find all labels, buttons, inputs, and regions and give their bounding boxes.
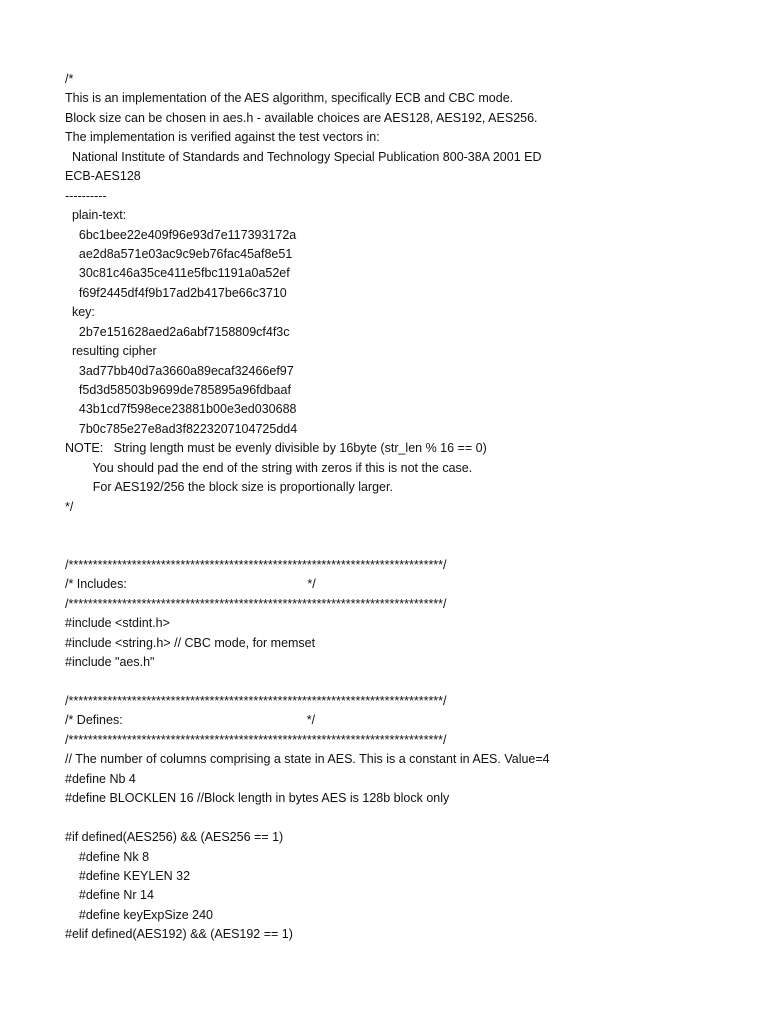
text-line: /* Includes: */ — [65, 577, 316, 592]
text-line: /* — [65, 72, 74, 86]
text-line — [0, 537, 768, 556]
text-line: /*****************************************************************************/ — [65, 694, 447, 708]
text-line: #define Nr 14 — [65, 888, 154, 903]
text-line: 30c81c46a35ce411e5fbc1191a0a52ef — [65, 266, 290, 281]
text-line: */ — [65, 499, 74, 514]
text-line: You should pad the end of the string with zeros if this is not the case. — [65, 460, 473, 475]
text-line: resulting cipher — [65, 344, 157, 359]
text-line: National Institute of Standards and Technology Special Publication 800-38A 2001 ED — [65, 149, 542, 164]
text-line: // The number of columns comprising a state in AES. This is a constant in AES. Value=4 — [65, 752, 550, 767]
text-line — [0, 809, 768, 828]
text-line: #if defined(AES256) && (AES256 == 1) — [65, 830, 284, 845]
text-line: The implementation is verified against the test vectors in: — [65, 130, 380, 145]
text-line: #include "aes.h" — [65, 655, 155, 670]
text-line: 2b7e151628aed2a6abf7158809cf4f3c — [65, 324, 290, 339]
text-line: plain-text: — [65, 208, 127, 223]
text-line: /*****************************************************************************/ — [65, 732, 447, 747]
text-line: ECB-AES128 — [65, 169, 141, 184]
text-line: f69f2445df4f9b17ad2b417be66c3710 — [65, 285, 287, 300]
text-line: #define BLOCKLEN 16 //Block length in bytes AES is 128b block only — [65, 791, 450, 806]
text-line: /*****************************************************************************/ — [65, 557, 447, 572]
text-line: For AES192/256 the block size is proportionally larger. — [65, 480, 393, 495]
text-line: f5d3d58503b9699de785895a96fdbaaf — [65, 383, 291, 397]
text-line: 6bc1bee22e409f96e93d7e117393172a — [65, 227, 297, 242]
text-line — [0, 517, 768, 536]
text-line: #define keyExpSize 240 — [65, 907, 214, 922]
text-line: Block size can be chosen in aes.h - available choices are AES128, AES192, AES256. — [65, 110, 538, 125]
text-line: #define KEYLEN 32 — [65, 868, 191, 883]
text-line: 3ad77bb40d7a3660a89ecaf32466ef97 — [65, 363, 294, 378]
document-body — [0, 70, 768, 945]
text-line: NOTE: String length must be evenly divisible by 16byte (str_len % 16 == 0) — [65, 441, 487, 456]
text-line: ---------- — [65, 188, 107, 203]
text-line: #elif defined(AES192) && (AES192 == 1) — [65, 927, 293, 942]
text-line: #include <stdint.h> — [65, 616, 170, 631]
text-line: #include <string.h> // CBC mode, for memset — [65, 635, 316, 650]
text-line: 43b1cd7f598ece23881b00e3ed030688 — [65, 402, 297, 417]
text-line: 7b0c785e27e8ad3f8223207104725dd4 — [65, 421, 298, 436]
text-line: /* Defines: */ — [65, 713, 316, 728]
text-line — [0, 673, 768, 692]
text-line: This is an implementation of the AES algorithm, specifically ECB and CBC mode. — [65, 91, 514, 106]
text-line: #define Nk 8 — [65, 849, 150, 864]
text-line: /*****************************************************************************/ — [65, 596, 447, 611]
text-line: ae2d8a571e03ac9c9eb76fac45af8e51 — [65, 246, 293, 261]
text-line: #define Nb 4 — [65, 771, 136, 786]
text-line: key: — [65, 305, 95, 320]
